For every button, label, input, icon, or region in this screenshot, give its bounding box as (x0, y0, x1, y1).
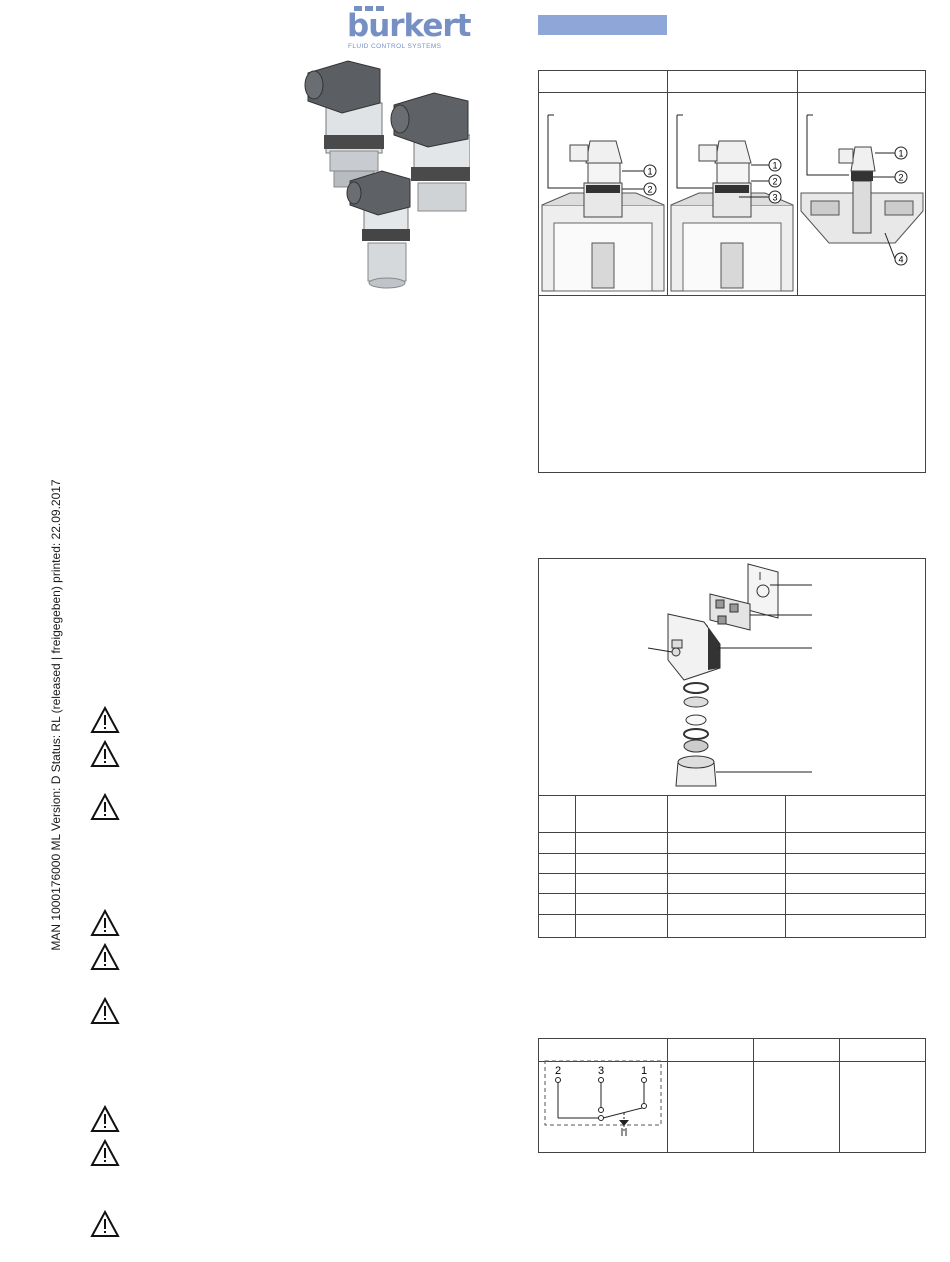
terminal-label-2: 2 (554, 1065, 562, 1077)
warning-triangle-icon (90, 793, 120, 821)
callout-1: 1 (898, 148, 904, 159)
table-col-divider (667, 1039, 668, 1152)
table-row-divider (539, 873, 925, 874)
table-row-divider (539, 295, 925, 296)
callout-1: 1 (647, 166, 653, 177)
installation-figure-1 (540, 93, 666, 293)
warning-triangle-icon (90, 1105, 120, 1133)
table-row-divider (539, 914, 925, 915)
warning-triangle-icon (90, 1210, 120, 1238)
wiring-diagram (542, 1058, 664, 1142)
brand-logo (337, 6, 471, 50)
table-row-divider (539, 853, 925, 854)
warning-triangle-icon (90, 706, 120, 734)
terminal-label-3: 3 (597, 1065, 605, 1077)
warning-triangle-icon (90, 909, 120, 937)
table-col-divider (753, 1039, 754, 1152)
product-photo (298, 55, 470, 295)
table-col-divider (785, 795, 786, 937)
table-col-divider (839, 1039, 840, 1152)
callout-3: 3 (772, 192, 778, 203)
warning-triangle-icon (90, 740, 120, 768)
warning-triangle-icon (90, 1139, 120, 1167)
warning-triangle-icon (90, 943, 120, 971)
callout-2: 2 (898, 172, 904, 183)
table-row-divider (539, 893, 925, 894)
table-col-divider (575, 795, 576, 937)
callout-2: 2 (772, 176, 778, 187)
installation-figure-3 (799, 93, 925, 293)
installation-figure-2 (669, 93, 795, 293)
table-col-divider (667, 71, 668, 295)
table-row-divider (539, 795, 925, 796)
connector-exploded-figure (600, 560, 820, 792)
callout-1: 1 (772, 160, 778, 171)
sensor-left (305, 61, 384, 187)
table-col-divider (667, 795, 668, 937)
section-header-bar (538, 15, 667, 35)
sensor-front (347, 171, 410, 288)
warning-triangle-icon (90, 997, 120, 1025)
brand-name: burkert (347, 8, 471, 44)
document-status-note: MAN 1000176000 ML Version: D Status: RL (released | freigegeben) printed: 22.09.2017 (49, 479, 63, 951)
callout-2: 2 (647, 184, 653, 195)
terminal-label-1: 1 (640, 1065, 648, 1077)
callout-4: 4 (898, 254, 904, 265)
table-col-divider (797, 71, 798, 295)
brand-tagline: FLUID CONTROL SYSTEMS (348, 43, 442, 50)
table-row-divider (539, 832, 925, 833)
